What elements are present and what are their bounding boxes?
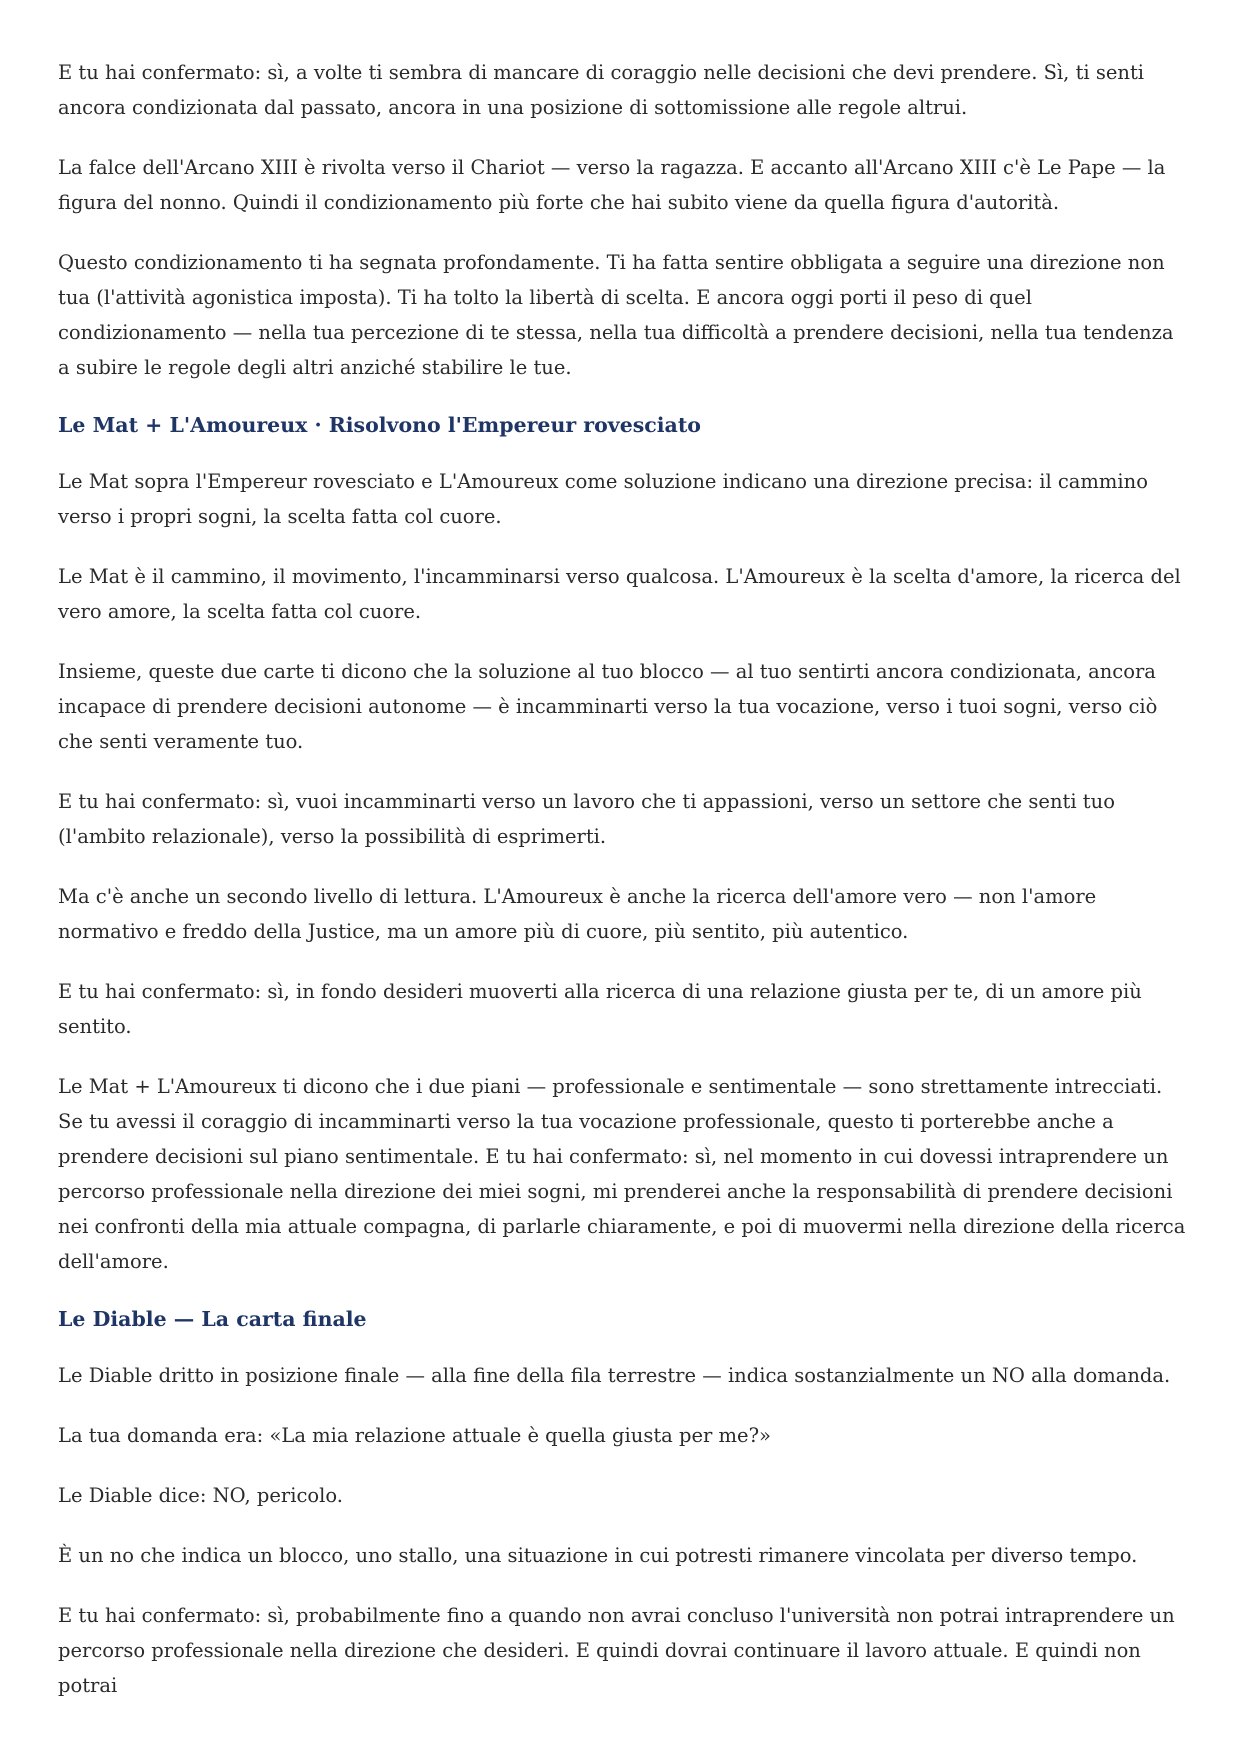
section-heading: Le Diable — La carta finale [58,1307,367,1331]
paragraph: La falce dell'Arcano XIII è rivolta verso il Chariot — verso la ragazza. E accanto all'Arcano XIII c'è Le Pape — la figura del nonno. Quindi il condizionamento più forte che hai subito viene da quella figura d'autorità. [58,156,1166,214]
paragraph: E tu hai confermato: sì, vuoi incamminarti verso un lavoro che ti appassioni, verso un settore che senti tuo (l'ambito relazionale), verso la possibilità di esprimerti. [58,790,1115,848]
paragraph: Le Diable dice: NO, pericolo. [58,1484,343,1507]
paragraph: Questo condizionamento ti ha segnata profondamente. Ti ha fatta sentire obbligata a seguire una direzione non tua (l'attività agonistica imposta). Ti ha tolto la libertà di scelta. E ancora oggi porti il peso di quel condizionamento — nella tua percezione di te stessa, nella tua difficoltà a prendere decisioni, nella tua tendenza a subire le regole degli altri anziché stabilire le tue. [58,251,1174,379]
paragraph: Ma c'è anche un secondo livello di lettura. L'Amoureux è anche la ricerca dell'amore vero — non l'amore normativo e freddo della Justice, ma un amore più di cuore, più sentito, più autentico. [58,885,1097,943]
paragraph: Le Mat sopra l'Empereur rovesciato e L'Amoureux come soluzione indicano una direzione precisa: il cammino verso i propri sogni, la scelta fatta col cuore. [58,470,1148,528]
paragraph: E tu hai confermato: sì, in fondo desideri muoverti alla ricerca di una relazione giusta per te, di un amore più sentito. [58,980,1142,1038]
paragraph: La tua domanda era: «La mia relazione attuale è quella giusta per me?» [58,1424,771,1447]
paragraph: Le Mat è il cammino, il movimento, l'incamminarsi verso qualcosa. L'Amoureux è la scelta d'amore, la ricerca del vero amore, la scelta fatta col cuore. [58,565,1181,623]
paragraph: Le Diable dritto in posizione finale — alla fine della fila terrestre — indica sostanzialmente un NO alla domanda. [58,1364,1171,1387]
paragraph: E tu hai confermato: sì, probabilmente fino a quando non avrai concluso l'università non potrai intraprendere un percorso professionale nella direzione che desideri. E quindi dovrai continuare il lavoro attuale. E quindi non potrai [58,1604,1175,1697]
paragraph: È un no che indica un blocco, uno stallo, una situazione in cui potresti rimanere vincolata per diverso tempo. [58,1544,1138,1567]
section-heading: Le Mat + L'Amoureux · Risolvono l'Empereur rovesciato [58,413,701,437]
paragraph: Insieme, queste due carte ti dicono che la soluzione al tuo blocco — al tuo sentirti ancora condizionata, ancora incapace di prendere decisioni autonome — è incamminarti verso la tua vocazione, verso i tuoi sogni, verso ciò che senti veramente tuo. [58,660,1158,753]
document-page [58,55,1188,1728]
paragraph: Le Mat + L'Amoureux ti dicono che i due piani — professionale e sentimentale — sono strettamente intrecciati. Se tu avessi il coraggio di incamminarti verso la tua vocazione professionale, questo ti porterebbe anche a prendere decisioni sul piano sentimentale. E tu hai confermato: sì, nel momento in cui dovessi intraprendere un percorso professionale nella direzione dei miei sogni, mi prenderei anche la responsabilità di prendere decisioni nei confronti della mia attuale compagna, di parlarle chiaramente, e poi di muovermi nella direzione della ricerca dell'amore. [58,1075,1186,1273]
paragraph: E tu hai confermato: sì, a volte ti sembra di mancare di coraggio nelle decisioni che devi prendere. Sì, ti senti ancora condizionata dal passato, ancora in una posizione di sottomissione alle regole altrui. [58,61,1145,119]
